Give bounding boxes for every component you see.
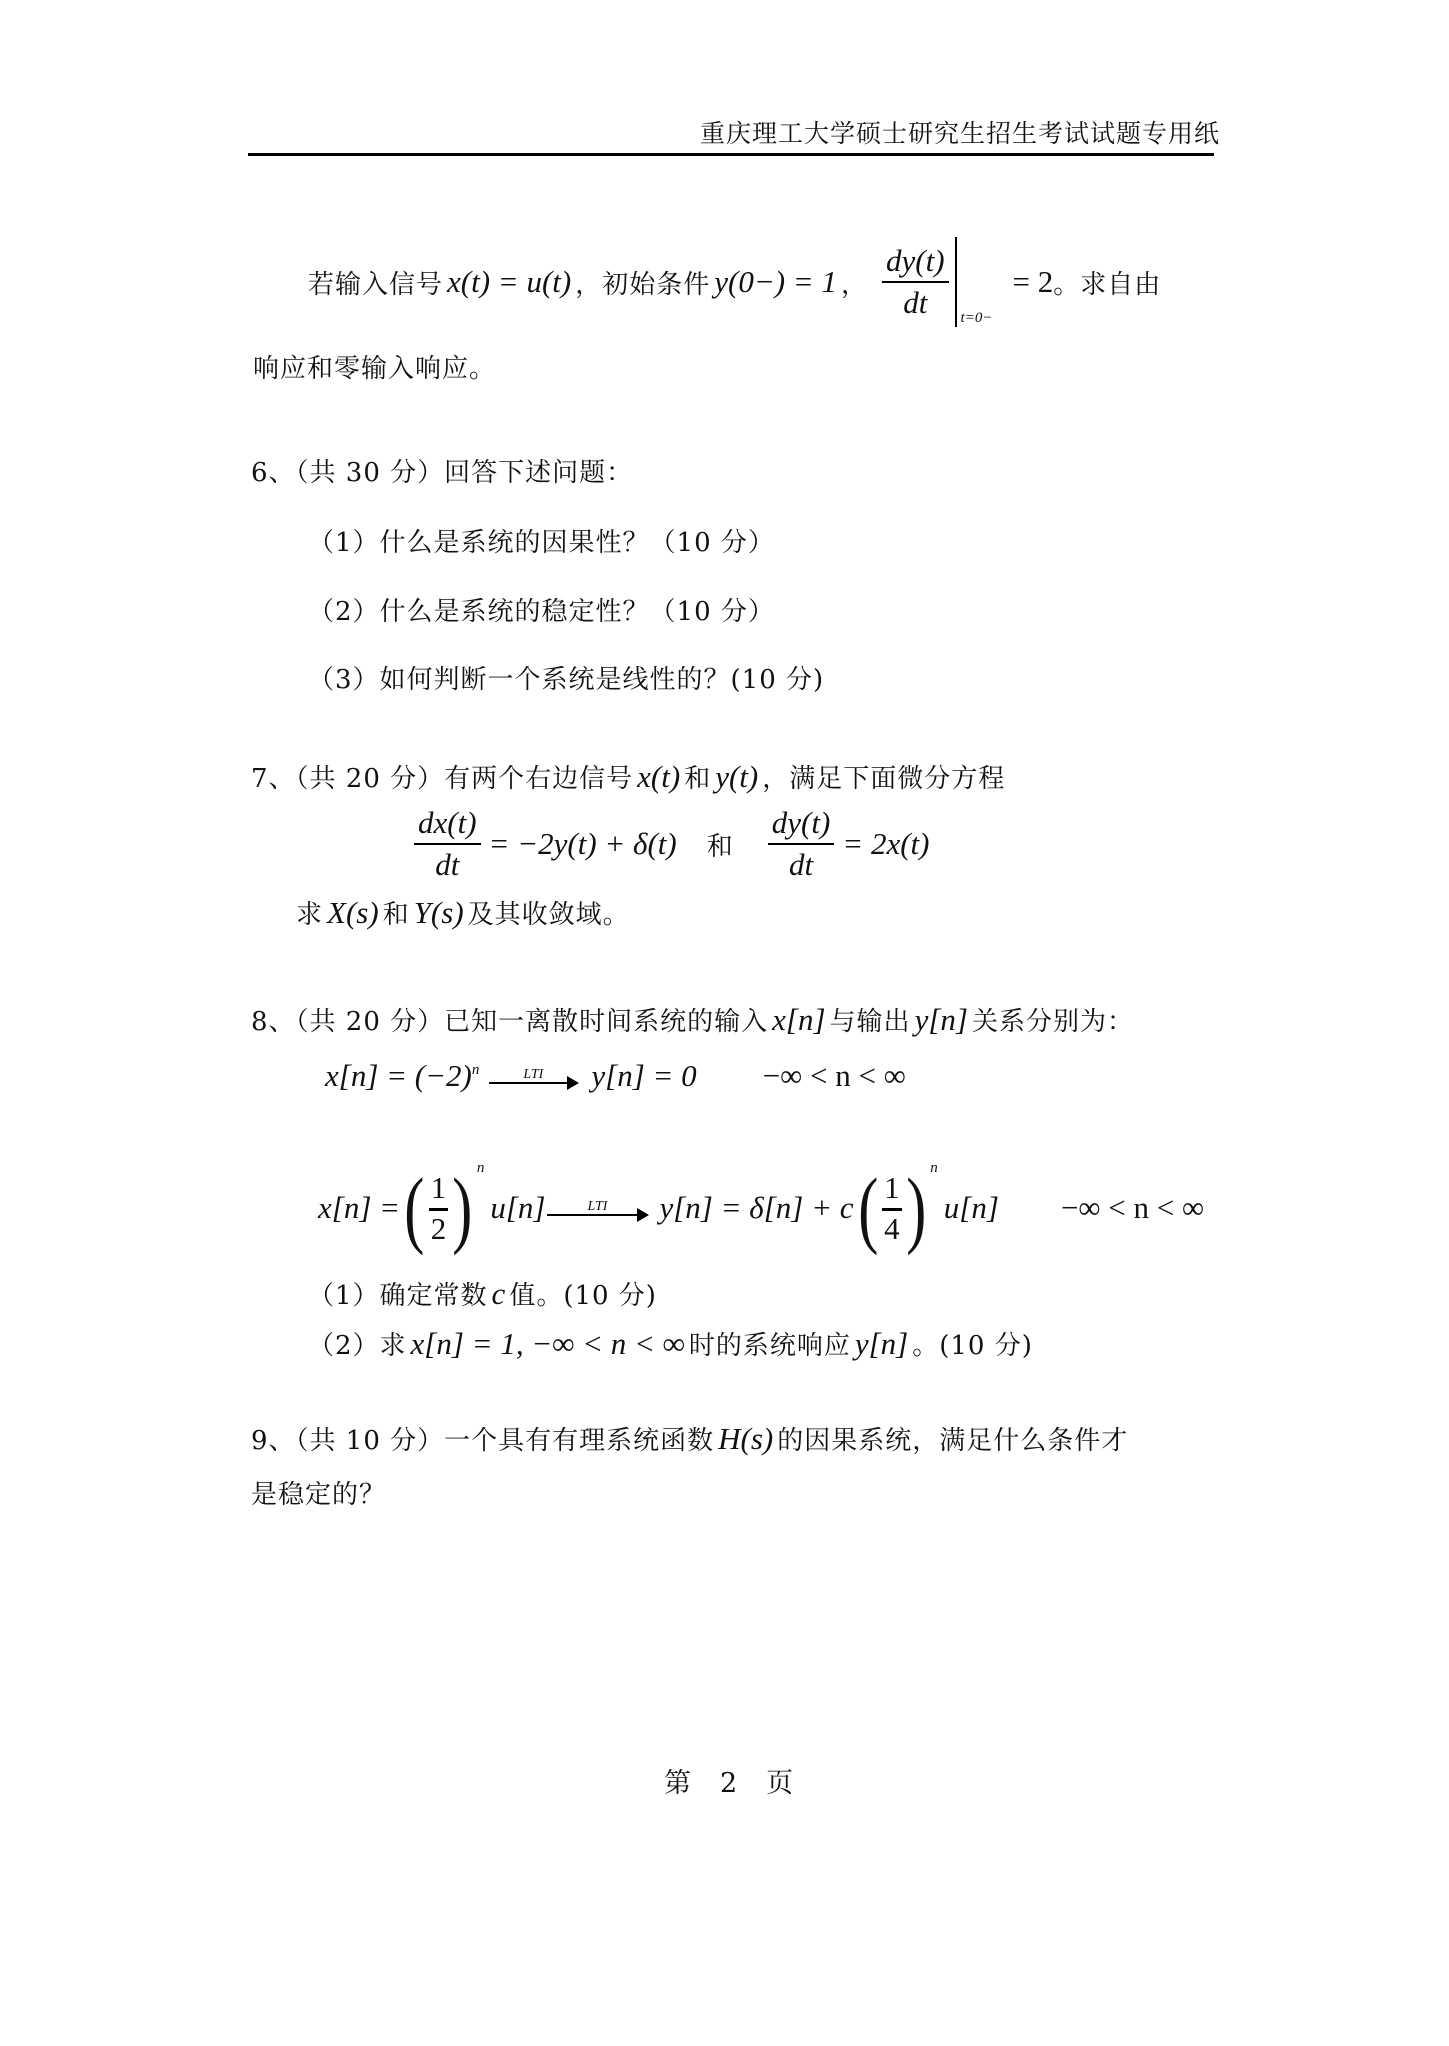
q7-eq2-derivative	[768, 805, 835, 883]
q8-relation-1	[325, 1058, 906, 1094]
q6-item-2: （2）什么是系统的稳定性？（10 分）	[308, 597, 775, 627]
right-paren: )	[905, 1160, 927, 1256]
relation1-input: x[n] = (−2)	[325, 1058, 472, 1093]
eq2-numerator: dy(t)	[768, 805, 835, 845]
q6-heading: 6、（共 30 分）回答下述问题：	[251, 458, 634, 488]
constant-c: c	[491, 1276, 506, 1311]
eq2-denominator: dt	[788, 847, 814, 882]
fraction-numerator: 1	[429, 1170, 449, 1211]
left-paren: (	[404, 1160, 425, 1256]
q9-line1	[251, 1420, 1128, 1457]
q9-text: 9、（共 10 分）一个具有有理系统函数	[251, 1426, 715, 1456]
q5-input-signal: x(t) = u(t)	[447, 264, 572, 299]
derivative-numerator: dy(t)	[882, 243, 949, 283]
q7-ask	[296, 894, 630, 931]
q8-text: 与输出	[829, 1007, 911, 1037]
q8-text: 。(10 分)	[912, 1331, 1033, 1361]
eq1-numerator: dx(t)	[414, 805, 481, 845]
relation1-exponent: n	[471, 1061, 480, 1078]
q5-line1	[308, 232, 1161, 332]
q7-Ys: Y(s)	[413, 895, 464, 930]
relation2-exponent: n	[476, 1159, 485, 1176]
header-rule	[248, 153, 1214, 156]
relation2-output-fraction	[882, 1170, 902, 1247]
page-number: 第 2 页	[664, 1768, 795, 1799]
q5-derivative	[882, 243, 949, 321]
lti-arrow	[547, 1200, 647, 1216]
left-paren: (	[857, 1160, 878, 1256]
relation2-output: y[n] = δ[n] + c	[659, 1190, 854, 1225]
q7-heading	[251, 758, 1005, 795]
q7-signal-y: y(t)	[715, 759, 759, 794]
q7-equations	[410, 805, 929, 883]
q5-text: ，	[840, 269, 868, 300]
q7-eq2-rhs: = 2x(t)	[842, 826, 930, 861]
arrow-line	[489, 1082, 577, 1084]
q9-text: 的因果系统，满足什么条件才	[777, 1426, 1129, 1456]
q8-text: 关系分别为：	[971, 1007, 1134, 1037]
q8-input: x[n]	[772, 1002, 826, 1037]
q7-signal-x: x(t)	[637, 759, 681, 794]
relation2-output-exponent: n	[930, 1159, 938, 1176]
q8-text: 8、（共 20 分）已知一离散时间系统的输入	[251, 1007, 769, 1037]
q8-sub2-output: y[n]	[854, 1326, 909, 1361]
right-paren: )	[452, 1160, 473, 1256]
eq1-denominator: dt	[435, 847, 460, 882]
relation2-fraction	[429, 1170, 449, 1247]
evaluation-point: t=0−	[960, 310, 993, 326]
q5-text: 。求自由	[1053, 269, 1162, 300]
lti-arrow	[489, 1068, 577, 1084]
q7-text: ，满足下面微分方程	[762, 764, 1006, 794]
q5-text: 若输入信号	[308, 269, 444, 300]
fraction-numerator: 1	[882, 1170, 902, 1211]
derivative-denominator: dt	[903, 285, 928, 320]
q8-subquestion-2	[308, 1325, 1033, 1362]
exam-paper-header: 重庆理工大学硕士研究生招生考试试题专用纸	[700, 119, 1221, 148]
q8-text: （1）确定常数	[308, 1281, 488, 1311]
arrow-line	[547, 1214, 647, 1216]
relation1-output: y[n] = 0	[591, 1058, 697, 1093]
q7-Xs: X(s)	[327, 895, 379, 930]
evaluation-bar	[955, 237, 993, 327]
q7-eq-and: 和	[706, 831, 734, 862]
q8-sub2-input: x[n] = 1, −∞ < n < ∞	[410, 1326, 685, 1361]
q7-text: 和	[382, 900, 410, 930]
q7-eq1-derivative	[414, 805, 481, 883]
q8-heading	[251, 1001, 1134, 1038]
relation2-output-step: u[n]	[943, 1190, 999, 1225]
q8-text: 时的系统响应	[688, 1331, 851, 1361]
q7-text: 7、（共 20 分）有两个右边信号	[251, 764, 634, 794]
fraction-denominator: 2	[430, 1210, 447, 1246]
q8-subquestion-1	[308, 1275, 657, 1312]
q7-text: 求	[296, 900, 324, 930]
q7-eq1-rhs: = −2y(t) + δ(t)	[488, 826, 677, 861]
q8-relation-2	[318, 1148, 1204, 1268]
q5-derivative-value: = 2	[1012, 264, 1054, 299]
q9-system-function: H(s)	[718, 1421, 774, 1456]
lti-label: LTI	[523, 1067, 544, 1082]
q7-text: 及其收敛域。	[467, 900, 630, 930]
relation2-input: x[n] =	[318, 1190, 401, 1225]
q8-output: y[n]	[914, 1002, 968, 1037]
q7-text: 和	[684, 764, 712, 794]
fraction-denominator: 4	[884, 1210, 900, 1246]
relation2-range: −∞ < n < ∞	[1060, 1190, 1205, 1225]
q8-text: 值。(10 分)	[509, 1281, 657, 1311]
lti-label: LTI	[587, 1199, 608, 1214]
q5-text: ，初始条件	[575, 269, 711, 300]
q8-text: （2）求	[308, 1331, 407, 1361]
relation1-range: −∞ < n < ∞	[762, 1058, 906, 1093]
relation2-step: u[n]	[490, 1190, 546, 1225]
q9-line2: 是稳定的？	[251, 1480, 387, 1510]
q6-item-1: （1）什么是系统的因果性？（10 分）	[308, 528, 775, 558]
q5-line2: 响应和零输入响应。	[253, 354, 497, 384]
q6-item-3: （3）如何判断一个系统是线性的？(10 分)	[308, 665, 825, 695]
q5-initial-condition: y(0−) = 1	[714, 264, 837, 299]
